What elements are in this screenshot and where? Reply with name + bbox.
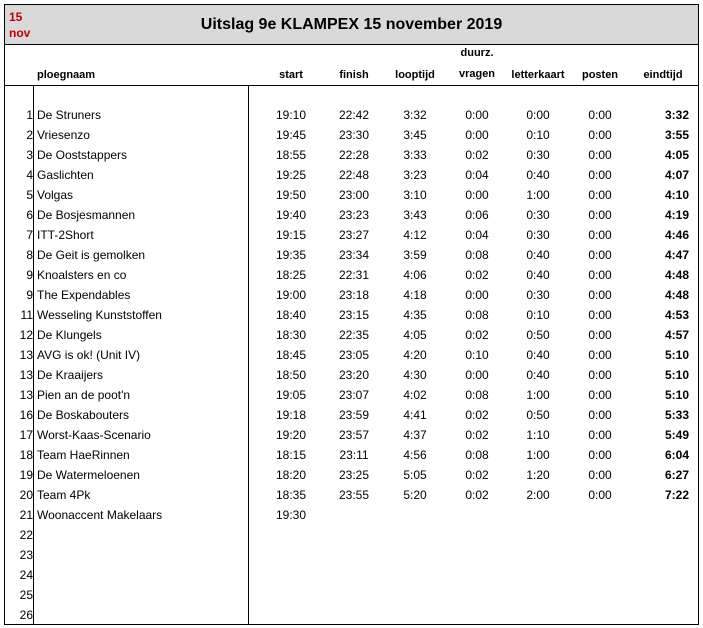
looptijd-cell <box>390 505 440 525</box>
eindtijd-cell: 6:27 <box>664 468 689 482</box>
looptijd-cell: 4:20 <box>403 348 427 362</box>
team-name-cell <box>37 605 247 625</box>
team-name-cell: Knoalsters en co <box>37 268 127 282</box>
finish-time-cell <box>329 565 379 585</box>
posten-cell <box>575 525 625 545</box>
looptijd-cell: 4:18 <box>403 288 427 302</box>
finish-time-cell: 23:34 <box>338 248 370 262</box>
results-sheet <box>4 4 699 625</box>
table-row <box>5 485 698 505</box>
posten-cell: 0:00 <box>588 268 612 282</box>
letterkaart-cell: 0:40 <box>526 368 550 382</box>
finish-time-cell: 23:18 <box>338 288 370 302</box>
eindtijd-cell <box>641 605 689 625</box>
rank-cell: 1 <box>26 108 33 122</box>
posten-cell: 0:00 <box>588 388 612 402</box>
eindtijd-cell <box>641 585 689 605</box>
start-time-cell: 19:20 <box>275 428 307 442</box>
start-time-cell: 19:25 <box>275 168 307 182</box>
rank-cell: 25 <box>19 588 33 602</box>
team-name-cell: De Ooststappers <box>37 148 128 162</box>
letterkaart-cell <box>510 525 566 545</box>
vragen-cell: 0:04 <box>465 228 489 242</box>
rank-cell: 7 <box>26 228 33 242</box>
eindtijd-cell <box>641 545 689 565</box>
eindtijd-cell: 5:10 <box>664 348 689 362</box>
table-row <box>5 265 698 285</box>
rank-cell: 13 <box>19 368 33 382</box>
start-time-cell <box>267 565 315 585</box>
looptijd-cell: 3:32 <box>403 108 427 122</box>
eindtijd-cell: 6:04 <box>664 448 689 462</box>
rank-cell: 13 <box>19 388 33 402</box>
finish-time-cell: 23:57 <box>338 428 370 442</box>
date-tag-month: nov <box>9 26 31 40</box>
finish-time-cell: 23:00 <box>338 188 370 202</box>
letterkaart-cell: 1:00 <box>526 188 550 202</box>
posten-cell <box>575 545 625 565</box>
posten-cell: 0:00 <box>588 128 612 142</box>
finish-time-cell: 23:55 <box>338 488 370 502</box>
start-time-cell: 19:50 <box>275 188 307 202</box>
team-name-cell: De Bosjesmannen <box>37 208 136 222</box>
letterkaart-cell: 0:10 <box>526 128 550 142</box>
letterkaart-cell: 0:40 <box>526 348 550 362</box>
finish-time-cell: 23:20 <box>338 368 370 382</box>
vragen-cell: 0:02 <box>465 468 489 482</box>
eindtijd-cell: 5:10 <box>664 388 689 402</box>
team-name-cell: De Klungels <box>37 328 102 342</box>
start-time-cell: 19:45 <box>275 128 307 142</box>
rank-cell: 5 <box>26 188 33 202</box>
rank-cell: 20 <box>19 488 33 502</box>
team-name-cell: Volgas <box>37 188 74 202</box>
eindtijd-cell <box>641 505 689 525</box>
table-row <box>5 145 698 165</box>
letterkaart-cell: 0:50 <box>526 328 550 342</box>
rank-cell: 17 <box>19 428 33 442</box>
letterkaart-cell <box>510 505 566 525</box>
start-time-cell: 18:45 <box>275 348 307 362</box>
header-ploegnaam: ploegnaam <box>37 69 96 81</box>
table-row <box>5 605 698 625</box>
vragen-cell: 0:06 <box>465 208 489 222</box>
finish-time-cell: 22:28 <box>338 148 370 162</box>
finish-time-cell: 23:30 <box>338 128 370 142</box>
start-time-cell: 18:55 <box>275 148 307 162</box>
table-row <box>5 365 698 385</box>
start-time-cell: 18:20 <box>275 468 307 482</box>
letterkaart-cell <box>510 565 566 585</box>
finish-time-cell: 23:05 <box>338 348 370 362</box>
rank-cell: 26 <box>19 608 33 622</box>
posten-cell: 0:00 <box>588 288 612 302</box>
table-row <box>5 425 698 445</box>
table-row <box>5 545 698 565</box>
vragen-cell: 0:08 <box>465 308 489 322</box>
table-row <box>5 445 698 465</box>
rank-cell: 6 <box>26 208 33 222</box>
team-name-cell: Vriesenzo <box>37 128 90 142</box>
vragen-cell: 0:08 <box>465 448 489 462</box>
header-eindtijd: eindtijd <box>643 69 683 81</box>
posten-cell <box>575 605 625 625</box>
posten-cell: 0:00 <box>588 428 612 442</box>
table-row <box>5 245 698 265</box>
vragen-cell: 0:00 <box>465 288 489 302</box>
looptijd-cell: 4:06 <box>403 268 427 282</box>
rank-cell: 11 <box>20 308 33 322</box>
letterkaart-cell <box>510 605 566 625</box>
finish-time-cell: 23:07 <box>338 388 370 402</box>
posten-cell <box>575 565 625 585</box>
letterkaart-cell <box>510 585 566 605</box>
team-name-cell: De Kraaijers <box>37 368 104 382</box>
finish-time-cell <box>329 605 379 625</box>
finish-time-cell: 22:48 <box>338 168 370 182</box>
start-time-cell: 19:18 <box>275 408 307 422</box>
finish-time-cell: 23:59 <box>338 408 370 422</box>
looptijd-cell: 4:41 <box>403 408 427 422</box>
team-name-cell: Team HaeRinnen <box>37 448 130 462</box>
letterkaart-cell <box>510 545 566 565</box>
table-row <box>5 505 698 525</box>
team-name-cell: Pien an de poot'n <box>37 388 131 402</box>
page-title: Uitslag 9e KLAMPEX 15 november 2019 <box>200 16 503 33</box>
table-row <box>5 565 698 585</box>
start-time-cell: 19:15 <box>275 228 307 242</box>
rank-cell: 24 <box>19 568 33 582</box>
rank-cell: 23 <box>19 548 33 562</box>
finish-time-cell: 22:35 <box>338 328 370 342</box>
rank-cell: 2 <box>26 128 33 142</box>
vragen-cell: 0:00 <box>465 368 489 382</box>
vragen-cell: 0:02 <box>465 268 489 282</box>
vragen-cell: 0:00 <box>465 108 489 122</box>
team-name-cell <box>37 525 247 545</box>
table-row <box>5 385 698 405</box>
finish-time-cell: 23:23 <box>338 208 370 222</box>
posten-cell: 0:00 <box>588 248 612 262</box>
posten-cell: 0:00 <box>588 448 612 462</box>
looptijd-cell <box>390 605 440 625</box>
team-name-cell: De Geit is gemolken <box>37 248 146 262</box>
start-time-cell: 19:40 <box>275 208 307 222</box>
posten-cell <box>575 505 625 525</box>
posten-cell: 0:00 <box>588 328 612 342</box>
eindtijd-cell: 7:22 <box>664 488 689 502</box>
team-name-cell <box>37 585 247 605</box>
header-letterkaart: letterkaart <box>511 69 565 81</box>
letterkaart-cell: 1:20 <box>526 468 550 482</box>
letterkaart-cell: 2:00 <box>526 488 550 502</box>
start-time-cell <box>267 605 315 625</box>
posten-cell: 0:00 <box>588 468 612 482</box>
rank-cell: 9 <box>26 288 33 302</box>
finish-time-cell <box>329 585 379 605</box>
posten-cell: 0:00 <box>588 208 612 222</box>
looptijd-cell: 5:05 <box>403 468 427 482</box>
eindtijd-cell: 4:05 <box>664 148 689 162</box>
vragen-cell: 0:04 <box>465 168 489 182</box>
table-row <box>5 125 698 145</box>
vragen-cell <box>453 605 501 625</box>
letterkaart-cell: 0:10 <box>526 308 550 322</box>
eindtijd-cell: 5:10 <box>664 368 689 382</box>
letterkaart-cell: 0:50 <box>526 408 550 422</box>
header-looptijd: looptijd <box>395 69 435 81</box>
table-row <box>5 325 698 345</box>
eindtijd-cell: 4:47 <box>664 248 689 262</box>
start-time-cell: 18:30 <box>275 328 307 342</box>
posten-cell: 0:00 <box>588 188 612 202</box>
posten-cell: 0:00 <box>588 228 612 242</box>
letterkaart-cell: 0:00 <box>526 108 550 122</box>
eindtijd-cell: 4:53 <box>664 308 689 322</box>
looptijd-cell <box>390 585 440 605</box>
start-time-cell: 19:30 <box>275 508 307 522</box>
letterkaart-cell: 0:30 <box>526 228 550 242</box>
start-time-cell <box>267 545 315 565</box>
looptijd-cell <box>390 525 440 545</box>
eindtijd-cell <box>641 525 689 545</box>
eindtijd-cell: 4:10 <box>664 188 689 202</box>
vragen-cell: 0:02 <box>465 328 489 342</box>
team-name-cell: Wesseling Kunststoffen <box>37 308 162 322</box>
team-name-cell: Gaslichten <box>37 168 94 182</box>
header-vragen: vragen <box>458 68 496 80</box>
letterkaart-cell: 0:40 <box>526 168 550 182</box>
looptijd-cell: 4:37 <box>403 428 427 442</box>
finish-time-cell: 23:27 <box>338 228 370 242</box>
vragen-cell: 0:08 <box>465 248 489 262</box>
team-name-cell: The Expendables <box>37 288 131 302</box>
finish-time-cell: 22:31 <box>338 268 370 282</box>
header-posten: posten <box>581 69 619 81</box>
eindtijd-cell: 5:49 <box>664 428 689 442</box>
table-row <box>5 405 698 425</box>
vragen-cell: 0:02 <box>465 488 489 502</box>
vragen-cell: 0:10 <box>465 348 489 362</box>
posten-cell: 0:00 <box>588 408 612 422</box>
posten-cell: 0:00 <box>588 168 612 182</box>
team-name-cell: Worst-Kaas-Scenario <box>37 428 151 442</box>
start-time-cell: 19:00 <box>275 288 307 302</box>
start-time-cell: 18:25 <box>275 268 307 282</box>
vragen-cell <box>453 545 501 565</box>
vragen-cell <box>453 505 501 525</box>
table-row <box>5 305 698 325</box>
letterkaart-cell: 0:30 <box>526 288 550 302</box>
table-row <box>5 345 698 365</box>
vragen-cell <box>453 525 501 545</box>
rank-cell: 22 <box>19 528 33 542</box>
rank-cell: 18 <box>19 448 33 462</box>
rank-cell: 16 <box>19 408 33 422</box>
letterkaart-cell: 0:40 <box>526 268 550 282</box>
looptijd-cell: 3:10 <box>403 188 427 202</box>
posten-cell: 0:00 <box>588 108 612 122</box>
looptijd-cell: 3:59 <box>403 248 427 262</box>
vragen-cell: 0:00 <box>465 188 489 202</box>
eindtijd-cell: 3:32 <box>664 108 689 122</box>
start-time-cell: 18:40 <box>275 308 307 322</box>
finish-time-cell: 22:42 <box>338 108 370 122</box>
table-row <box>5 185 698 205</box>
rank-cell: 3 <box>26 148 33 162</box>
letterkaart-cell: 1:00 <box>526 388 550 402</box>
start-time-cell: 19:10 <box>275 108 307 122</box>
finish-time-cell <box>329 545 379 565</box>
table-row <box>5 205 698 225</box>
eindtijd-cell: 4:48 <box>664 268 689 282</box>
team-name-cell: De Boskabouters <box>37 408 130 422</box>
letterkaart-cell: 0:30 <box>526 148 550 162</box>
finish-time-cell: 23:15 <box>338 308 370 322</box>
start-time-cell <box>267 525 315 545</box>
table-row <box>5 285 698 305</box>
eindtijd-cell: 4:57 <box>664 328 689 342</box>
team-name-cell: ITT-2Short <box>37 228 94 242</box>
rank-cell: 13 <box>19 348 33 362</box>
start-time-cell: 19:05 <box>275 388 307 402</box>
start-time-cell: 18:50 <box>275 368 307 382</box>
posten-cell: 0:00 <box>588 148 612 162</box>
vragen-cell <box>453 585 501 605</box>
rank-cell: 8 <box>26 248 33 262</box>
looptijd-cell: 4:56 <box>403 448 427 462</box>
looptijd-cell: 4:02 <box>403 388 427 402</box>
posten-cell: 0:00 <box>588 368 612 382</box>
start-time-cell: 18:35 <box>275 488 307 502</box>
team-name-cell: Team 4Pk <box>37 488 91 502</box>
vragen-cell: 0:02 <box>465 428 489 442</box>
rank-cell: 19 <box>19 468 33 482</box>
vragen-cell: 0:02 <box>465 148 489 162</box>
letterkaart-cell: 0:40 <box>526 248 550 262</box>
start-time-cell: 19:35 <box>275 248 307 262</box>
vragen-cell: 0:02 <box>465 408 489 422</box>
team-name-cell: De Watermeloenen <box>37 468 140 482</box>
finish-time-cell: 23:11 <box>339 448 369 462</box>
header-duurz: duurz. <box>460 47 494 59</box>
date-tag-day: 15 <box>9 10 23 24</box>
rank-cell: 4 <box>26 168 33 182</box>
posten-cell <box>575 585 625 605</box>
eindtijd-cell: 4:07 <box>664 168 689 182</box>
looptijd-cell <box>390 565 440 585</box>
vragen-cell: 0:00 <box>465 128 489 142</box>
eindtijd-cell: 4:46 <box>664 228 689 242</box>
eindtijd-cell: 5:33 <box>664 408 689 422</box>
rank-cell: 21 <box>19 508 33 522</box>
looptijd-cell: 5:20 <box>403 488 427 502</box>
team-name-cell: AVG is ok! (Unit IV) <box>37 348 141 362</box>
team-name-cell <box>37 565 247 585</box>
header-start: start <box>279 69 303 81</box>
finish-time-cell <box>329 505 379 525</box>
vragen-cell: 0:08 <box>465 388 489 402</box>
eindtijd-cell <box>641 565 689 585</box>
looptijd-cell: 3:33 <box>403 148 427 162</box>
looptijd-cell: 3:23 <box>403 168 427 182</box>
start-time-cell <box>267 585 315 605</box>
posten-cell: 0:00 <box>588 348 612 362</box>
table-row <box>5 465 698 485</box>
team-name-cell: Woonaccent Makelaars <box>37 508 163 522</box>
letterkaart-cell: 1:10 <box>526 428 550 442</box>
looptijd-cell: 3:43 <box>403 208 427 222</box>
team-name-cell: De Struners <box>37 108 102 122</box>
vragen-cell <box>453 565 501 585</box>
eindtijd-cell: 4:19 <box>664 208 689 222</box>
start-time-cell: 18:15 <box>275 448 307 462</box>
looptijd-cell <box>390 545 440 565</box>
looptijd-cell: 4:05 <box>403 328 427 342</box>
table-row <box>5 585 698 605</box>
looptijd-cell: 4:30 <box>403 368 427 382</box>
table-row <box>5 525 698 545</box>
looptijd-cell: 4:12 <box>403 228 427 242</box>
finish-time-cell: 23:25 <box>338 468 370 482</box>
finish-time-cell <box>329 525 379 545</box>
posten-cell: 0:00 <box>588 488 612 502</box>
letterkaart-cell: 1:00 <box>526 448 550 462</box>
letterkaart-cell: 0:30 <box>526 208 550 222</box>
rank-cell: 12 <box>19 328 33 342</box>
title-bar <box>5 5 698 45</box>
table-row <box>5 225 698 245</box>
looptijd-cell: 3:45 <box>403 128 427 142</box>
eindtijd-cell: 4:48 <box>664 288 689 302</box>
posten-cell: 0:00 <box>588 308 612 322</box>
eindtijd-cell: 3:55 <box>664 128 689 142</box>
header-divider <box>5 85 698 86</box>
looptijd-cell: 4:35 <box>403 308 427 322</box>
table-row <box>5 105 698 125</box>
team-name-cell <box>37 545 247 565</box>
header-finish: finish <box>339 69 369 81</box>
rank-cell: 9 <box>26 268 33 282</box>
table-row <box>5 165 698 185</box>
